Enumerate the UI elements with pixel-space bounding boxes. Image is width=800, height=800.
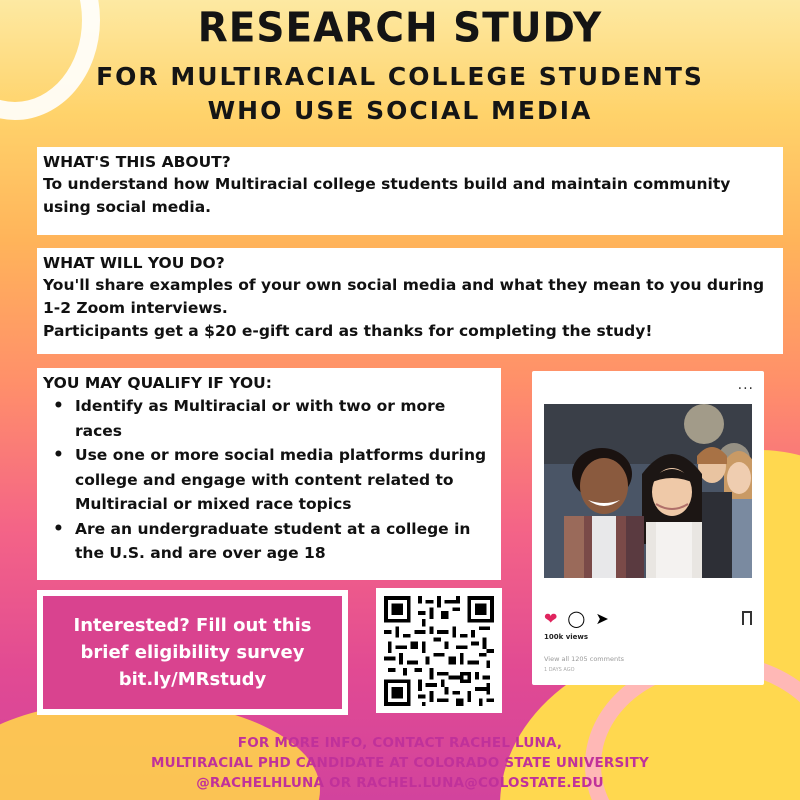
more-options-icon[interactable]: ... — [737, 377, 754, 393]
qualify-heading: YOU MAY QUALIFY IF YOU: — [43, 374, 272, 392]
contact-footer — [0, 733, 800, 793]
post-timestamp: 1 DAYS AGO — [544, 667, 575, 673]
subtitle-line: FOR MULTIRACIAL COLLEGE STUDENTS — [96, 62, 704, 91]
about-panel — [37, 147, 783, 235]
cta-line: Interested? Fill out this — [73, 615, 312, 636]
bookmark-icon[interactable] — [742, 611, 752, 625]
list-item: • Are an undergraduate student at a college in the U.S. and are over age 18 — [43, 517, 495, 566]
about-text: To understand how Multiracial college students build and maintain community using social media. — [43, 175, 731, 216]
incentive-text: Participants get a $20 e-gift card as thanks for completing the study! — [43, 322, 653, 340]
tasks-heading: WHAT WILL YOU DO? — [43, 254, 225, 272]
social-post-card — [532, 371, 764, 685]
list-item: • Identify as Multiracial or with two or more races — [43, 394, 495, 443]
student-group-photo — [544, 404, 752, 578]
page-subtitle — [0, 60, 800, 128]
qr-code-icon — [384, 596, 494, 706]
comment-icon[interactable]: ◯ — [567, 609, 586, 628]
post-actions — [544, 611, 609, 627]
footer-line: FOR MORE INFO, CONTACT RACHEL LUNA, — [237, 735, 563, 751]
qr-code[interactable] — [376, 588, 502, 713]
list-item: • Use one or more social media platforms during college and engage with content related to Multiracial or mixed race topics — [43, 443, 495, 517]
about-heading: WHAT'S THIS ABOUT? — [43, 153, 231, 171]
page-title: RESEARCH STUDY — [197, 4, 603, 53]
subtitle-line: WHO USE SOCIAL MEDIA — [207, 96, 593, 125]
tasks-text: You'll share examples of your own social media and what they mean to you during 1-2 Zoom interviews. — [43, 276, 765, 317]
view-comments-link[interactable]: View all 1205 comments — [544, 655, 625, 663]
qualify-panel — [37, 368, 501, 580]
send-icon[interactable]: ➤ — [595, 609, 609, 628]
survey-cta[interactable] — [37, 590, 348, 715]
tasks-panel — [37, 248, 783, 354]
footer-line: MULTIRACIAL PHD CANDIDATE AT COLORADO STATE UNIVERSITY — [150, 755, 650, 771]
heart-icon[interactable]: ❤ — [544, 609, 558, 628]
views-count: 100k views — [544, 633, 589, 641]
contact-handles[interactable]: @RACHELHLUNA OR RACHEL.LUNA@COLOSTATE.EDU — [196, 775, 604, 791]
qualify-list — [43, 394, 495, 566]
survey-link[interactable]: bit.ly/MRstudy — [118, 669, 267, 690]
photo-illustration — [544, 404, 752, 578]
cta-line: brief eligibility survey — [80, 642, 305, 663]
